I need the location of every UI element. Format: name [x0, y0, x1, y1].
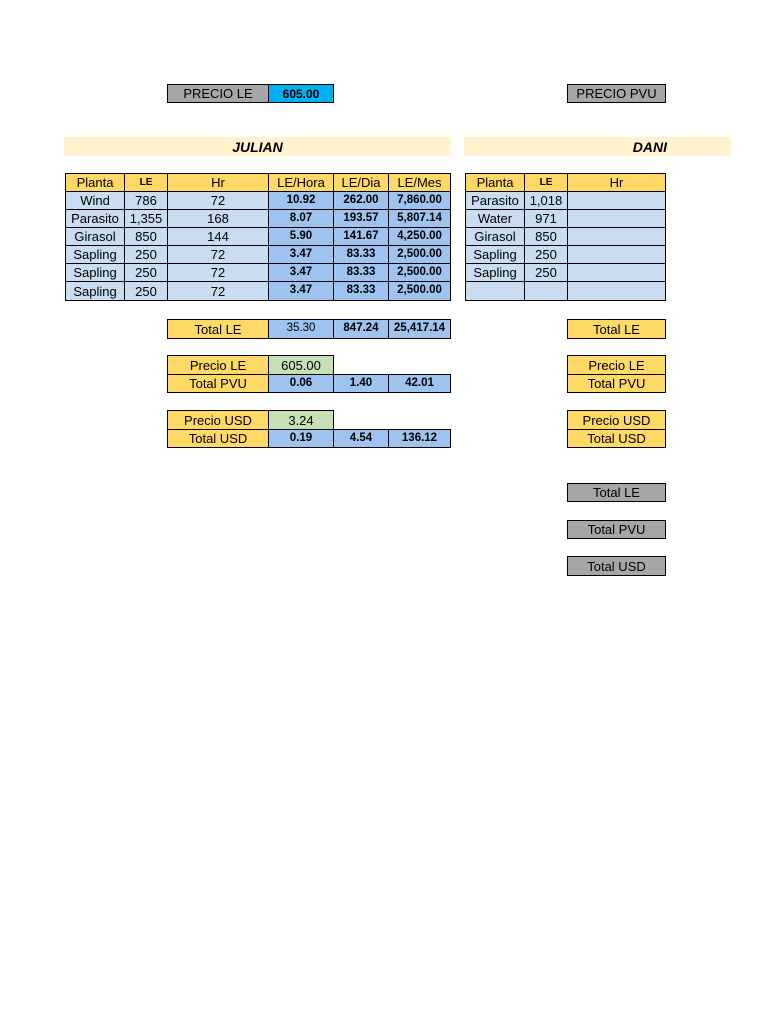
dani-header-planta: Planta — [465, 173, 525, 192]
julian-precio-le-label: Precio LE — [167, 355, 269, 375]
dani-cell-le[interactable]: 1,018 — [524, 191, 568, 210]
dani-cell-planta[interactable]: Sapling — [465, 263, 525, 282]
julian-cell-le-hora[interactable]: 3.47 — [268, 281, 334, 301]
julian-cell-hr[interactable]: 72 — [167, 191, 269, 210]
dani-cell-le[interactable]: 971 — [524, 209, 568, 228]
julian-precio-usd-label: Precio USD — [167, 410, 269, 430]
precio-le-value[interactable]: 605.00 — [268, 84, 334, 103]
julian-cell-hr[interactable]: 144 — [167, 227, 269, 246]
julian-cell-le[interactable]: 250 — [124, 281, 168, 301]
dani-precio-usd-label: Precio USD — [567, 410, 666, 430]
julian-cell-le-dia[interactable]: 193.57 — [333, 209, 389, 228]
dani-precio-le-label: Precio LE — [567, 355, 666, 375]
summary-total-le: Total LE — [567, 483, 666, 502]
julian-total-le-label: Total LE — [167, 319, 269, 339]
dani-cell-planta[interactable]: Girasol — [465, 227, 525, 246]
julian-cell-planta[interactable]: Sapling — [65, 245, 125, 264]
julian-cell-hr[interactable]: 168 — [167, 209, 269, 228]
julian-header-planta: Planta — [65, 173, 125, 192]
julian-header-le-dia: LE/Dia — [333, 173, 389, 192]
julian-banner — [64, 137, 451, 156]
julian-total-le-hora[interactable]: 35.30 — [268, 319, 334, 339]
dani-cell-hr[interactable] — [567, 245, 666, 264]
julian-cell-hr[interactable]: 72 — [167, 281, 269, 301]
dani-cell-hr[interactable] — [567, 227, 666, 246]
julian-cell-le-mes[interactable]: 2,500.00 — [388, 245, 451, 264]
julian-cell-le-mes[interactable]: 2,500.00 — [388, 263, 451, 282]
julian-cell-le-mes[interactable]: 4,250.00 — [388, 227, 451, 246]
summary-total-usd: Total USD — [567, 556, 666, 576]
precio-le-label: PRECIO LE — [167, 84, 269, 103]
dani-cell-planta[interactable] — [465, 281, 525, 301]
dani-cell-hr[interactable] — [567, 191, 666, 210]
julian-total-usd-mes[interactable]: 136.12 — [388, 429, 451, 448]
julian-cell-le-dia[interactable]: 83.33 — [333, 263, 389, 282]
julian-cell-planta[interactable]: Sapling — [65, 263, 125, 282]
julian-title: JULIAN — [232, 138, 283, 155]
julian-cell-planta[interactable]: Wind — [65, 191, 125, 210]
julian-cell-le[interactable]: 250 — [124, 263, 168, 282]
julian-cell-le-hora[interactable]: 5.90 — [268, 227, 334, 246]
julian-cell-le-hora[interactable]: 10.92 — [268, 191, 334, 210]
julian-cell-le-mes[interactable]: 7,860.00 — [388, 191, 451, 210]
julian-cell-le-mes[interactable]: 2,500.00 — [388, 281, 451, 301]
julian-precio-le-input[interactable]: 605.00 — [268, 355, 334, 375]
julian-total-pvu-mes[interactable]: 42.01 — [388, 374, 451, 393]
julian-total-pvu-label: Total PVU — [167, 374, 269, 393]
dani-banner — [464, 137, 731, 156]
dani-cell-planta[interactable]: Water — [465, 209, 525, 228]
dani-cell-le[interactable] — [524, 281, 568, 301]
dani-cell-le[interactable]: 850 — [524, 227, 568, 246]
julian-header-le-hora: LE/Hora — [268, 173, 334, 192]
dani-header-le: LE — [524, 173, 568, 192]
julian-precio-usd-input[interactable]: 3.24 — [268, 410, 334, 430]
julian-total-pvu-dia[interactable]: 1.40 — [333, 374, 389, 393]
dani-cell-le[interactable]: 250 — [524, 245, 568, 264]
julian-cell-planta[interactable]: Parasito — [65, 209, 125, 228]
julian-cell-le[interactable]: 850 — [124, 227, 168, 246]
julian-total-le-dia[interactable]: 847.24 — [333, 319, 389, 339]
julian-total-usd-label: Total USD — [167, 429, 269, 448]
julian-header-le-mes: LE/Mes — [388, 173, 451, 192]
julian-cell-le[interactable]: 250 — [124, 245, 168, 264]
julian-cell-le-hora[interactable]: 3.47 — [268, 263, 334, 282]
dani-title: DANI — [632, 138, 667, 155]
julian-cell-le-hora[interactable]: 8.07 — [268, 209, 334, 228]
dani-total-usd-label: Total USD — [567, 429, 666, 448]
julian-cell-planta[interactable]: Girasol — [65, 227, 125, 246]
julian-cell-hr[interactable]: 72 — [167, 263, 269, 282]
julian-total-pvu-hora[interactable]: 0.06 — [268, 374, 334, 393]
julian-cell-le-dia[interactable]: 141.67 — [333, 227, 389, 246]
precio-pvu-label: PRECIO PVU — [567, 84, 666, 103]
summary-total-pvu: Total PVU — [567, 520, 666, 539]
julian-cell-le-hora[interactable]: 3.47 — [268, 245, 334, 264]
julian-cell-le-dia[interactable]: 262.00 — [333, 191, 389, 210]
dani-cell-hr[interactable] — [567, 263, 666, 282]
julian-cell-le[interactable]: 786 — [124, 191, 168, 210]
dani-cell-planta[interactable]: Sapling — [465, 245, 525, 264]
dani-header-hr: Hr — [567, 173, 666, 192]
julian-cell-hr[interactable]: 72 — [167, 245, 269, 264]
julian-total-usd-hora[interactable]: 0.19 — [268, 429, 334, 448]
julian-header-le: LE — [124, 173, 168, 192]
dani-cell-le[interactable]: 250 — [524, 263, 568, 282]
dani-total-le-label: Total LE — [567, 319, 666, 339]
julian-cell-planta[interactable]: Sapling — [65, 281, 125, 301]
dani-total-pvu-label: Total PVU — [567, 374, 666, 393]
dani-cell-planta[interactable]: Parasito — [465, 191, 525, 210]
dani-cell-hr[interactable] — [567, 281, 666, 301]
julian-cell-le-dia[interactable]: 83.33 — [333, 245, 389, 264]
dani-cell-hr[interactable] — [567, 209, 666, 228]
julian-total-le-mes[interactable]: 25,417.14 — [388, 319, 451, 339]
julian-cell-le-dia[interactable]: 83.33 — [333, 281, 389, 301]
julian-cell-le-mes[interactable]: 5,807.14 — [388, 209, 451, 228]
julian-header-hr: Hr — [167, 173, 269, 192]
julian-cell-le[interactable]: 1,355 — [124, 209, 168, 228]
julian-total-usd-dia[interactable]: 4.54 — [333, 429, 389, 448]
